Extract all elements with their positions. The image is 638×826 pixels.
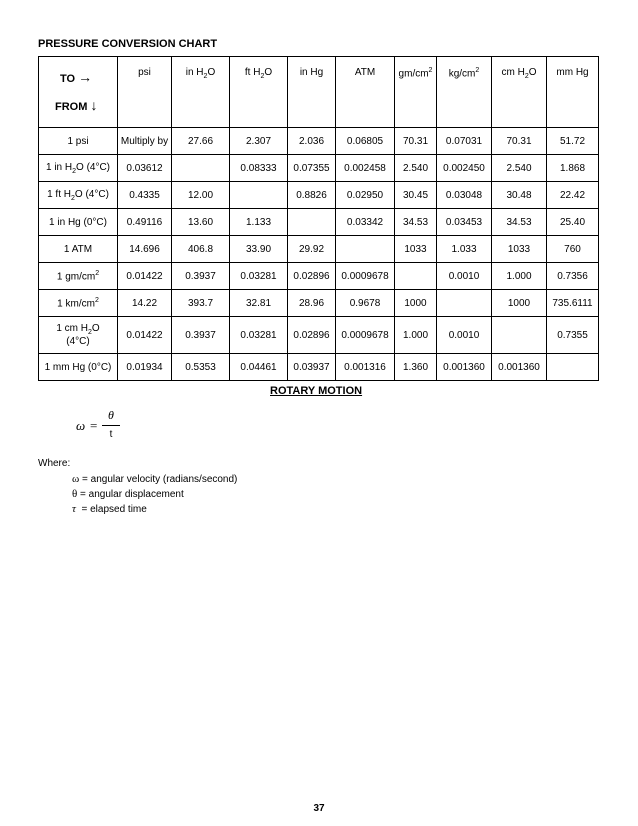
table-cell: 0.03048: [437, 182, 492, 209]
row-label: 1 ft $H_2O$ (4°C): [39, 182, 118, 209]
table-cell: 0.5353: [172, 354, 230, 381]
table-cell: 0.0010: [437, 263, 492, 290]
table-cell: 0.49116: [118, 209, 172, 236]
definition-tau: τ = elapsed time: [72, 503, 147, 515]
superscript: 2: [475, 67, 480, 74]
superscript: 2: [95, 269, 100, 277]
subscript: 2: [87, 329, 92, 336]
table-cell: 0.08333: [230, 155, 288, 182]
table-row: [39, 236, 599, 263]
table-cell: 34.53: [492, 209, 547, 236]
row-label: 1 in Hg (0°C): [39, 209, 118, 236]
table-cell: 760: [547, 236, 599, 263]
table-cell: 0.001360: [437, 354, 492, 381]
table-cell: 0.06805: [336, 128, 395, 155]
column-header: $kg/cm^2$: [437, 57, 492, 128]
table-cell: 0.01934: [118, 354, 172, 381]
where-label: Where:: [38, 458, 71, 469]
table-cell: 0.03281: [230, 317, 288, 354]
table-cell: 0.7356: [547, 263, 599, 290]
table-cell: 0.0010: [437, 317, 492, 354]
table-cell: [172, 155, 230, 182]
table-cell: 0.0009678: [336, 263, 395, 290]
subscript: 2: [203, 73, 208, 80]
table-cell: 33.90: [230, 236, 288, 263]
table-row: [39, 317, 599, 354]
table-cell: 1.360: [395, 354, 437, 381]
table-cell: 70.31: [492, 128, 547, 155]
table-cell: 30.48: [492, 182, 547, 209]
table-cell: 0.01422: [118, 317, 172, 354]
table-cell: 0.03281: [230, 263, 288, 290]
table-cell: 0.03612: [118, 155, 172, 182]
subscript: 2: [71, 194, 75, 202]
table-row: [39, 155, 599, 182]
column-header: in $H_2O$: [172, 57, 230, 128]
table-cell: 406.8: [172, 236, 230, 263]
fraction-bar: [102, 425, 120, 426]
table-row: [39, 128, 599, 155]
table-cell: 2.540: [492, 155, 547, 182]
table-cell: 1000: [395, 290, 437, 317]
table-cell: [395, 263, 437, 290]
angular-velocity-formula: [76, 408, 136, 442]
table-cell: 13.60: [172, 209, 230, 236]
table-cell: 27.66: [172, 128, 230, 155]
table-cell: 0.03342: [336, 209, 395, 236]
table-cell: 28.96: [288, 290, 336, 317]
table-cell: 1.000: [492, 263, 547, 290]
table-cell: 0.04461: [230, 354, 288, 381]
table-cell: [288, 209, 336, 236]
column-header: psi: [118, 57, 172, 128]
table-cell: 735.6111: [547, 290, 599, 317]
table-cell: 0.03453: [437, 209, 492, 236]
table-row: [39, 209, 599, 236]
subscript: 2: [524, 73, 529, 80]
column-header: ft $H_2O$: [230, 57, 288, 128]
table-cell: 393.7: [172, 290, 230, 317]
table-cell: 0.02896: [288, 263, 336, 290]
table-row: [39, 354, 599, 381]
table-cell: 25.40: [547, 209, 599, 236]
row-label: 1 $gm/cm^2$: [39, 263, 118, 290]
row-label: 1 ATM: [39, 236, 118, 263]
column-header: $gm/cm^2$: [395, 57, 437, 128]
right-arrow-icon: →: [78, 69, 93, 85]
table-cell: 34.53: [395, 209, 437, 236]
table-cell: 0.01422: [118, 263, 172, 290]
definition-omega: ω = angular velocity (radians/second): [72, 473, 238, 485]
table-cell: 0.001316: [336, 354, 395, 381]
table-cell: 1033: [492, 236, 547, 263]
column-header: cm $H_2O$: [492, 57, 547, 128]
table-row: [39, 182, 599, 209]
table-cell: 0.02896: [288, 317, 336, 354]
table-cell: 0.3937: [172, 263, 230, 290]
table-cell: 0.07355: [288, 155, 336, 182]
column-header: in Hg: [288, 57, 336, 128]
pressure-conversion-table: [38, 56, 599, 381]
table-cell: 0.07031: [437, 128, 492, 155]
row-label: 1 mm Hg (0°C): [39, 354, 118, 381]
table-cell: 12.00: [172, 182, 230, 209]
table-cell: [492, 317, 547, 354]
row-label: 1 $km/cm^2$: [39, 290, 118, 317]
header-row: [39, 57, 599, 128]
table-cell: 2.036: [288, 128, 336, 155]
formula-equals: =: [90, 418, 98, 433]
table-cell: 0.02950: [336, 182, 395, 209]
table-cell: 2.307: [230, 128, 288, 155]
down-arrow-icon: ↓: [90, 97, 98, 113]
row-label: 1 psi: [39, 128, 118, 155]
column-header: ATM: [336, 57, 395, 128]
table-cell: 0.8826: [288, 182, 336, 209]
rotary-motion-heading: ROTARY MOTION: [270, 385, 363, 397]
table-cell: 0.9678: [336, 290, 395, 317]
table-cell: 0.0009678: [336, 317, 395, 354]
superscript: 2: [428, 67, 433, 74]
table-cell: 1.868: [547, 155, 599, 182]
table-row: [39, 263, 599, 290]
table-cell: 14.696: [118, 236, 172, 263]
table-cell: [437, 290, 492, 317]
formula-omega: ω: [76, 418, 86, 433]
table-cell: 0.3937: [172, 317, 230, 354]
table-cell: 22.42: [547, 182, 599, 209]
table-cell: 0.7355: [547, 317, 599, 354]
table-cell: 1000: [492, 290, 547, 317]
to-label: TO →: [60, 69, 93, 85]
formula-denominator: t: [109, 429, 113, 440]
table-cell: 0.4335: [118, 182, 172, 209]
table-cell: 0.001360: [492, 354, 547, 381]
table-cell: [547, 354, 599, 381]
table-cell: [336, 236, 395, 263]
definitions-list: [72, 472, 237, 517]
table-cell: 70.31: [395, 128, 437, 155]
definition-theta: θ = angular displacement: [72, 488, 184, 500]
page-number: 37: [313, 803, 325, 814]
table-cell: 1.133: [230, 209, 288, 236]
table-cell: 29.92: [288, 236, 336, 263]
row-label: 1 in $H_2O$ (4°C): [39, 155, 118, 182]
table-cell: 0.002458: [336, 155, 395, 182]
table-cell: 1.033: [437, 236, 492, 263]
superscript: 2: [94, 296, 99, 304]
table-cell: 30.45: [395, 182, 437, 209]
subscript: 2: [260, 73, 265, 80]
from-label: FROM ↓: [55, 97, 98, 113]
column-header: mm Hg: [547, 57, 599, 128]
table-cell: [230, 182, 288, 209]
table-cell: Multiply by: [118, 128, 172, 155]
table-cell: 32.81: [230, 290, 288, 317]
table-cell: 1.000: [395, 317, 437, 354]
table-cell: 14.22: [118, 290, 172, 317]
table-row: [39, 290, 599, 317]
corner-cell: [39, 57, 118, 128]
table-cell: 0.002450: [437, 155, 492, 182]
formula-numerator: θ: [108, 408, 114, 422]
table-cell: 51.72: [547, 128, 599, 155]
table-cell: 2.540: [395, 155, 437, 182]
table-cell: 0.03937: [288, 354, 336, 381]
chart-title: PRESSURE CONVERSION CHART: [38, 38, 218, 50]
subscript: 2: [72, 167, 77, 175]
row-label: 1 cm $H_2O$ (4°C): [39, 317, 118, 354]
table-cell: 1033: [395, 236, 437, 263]
